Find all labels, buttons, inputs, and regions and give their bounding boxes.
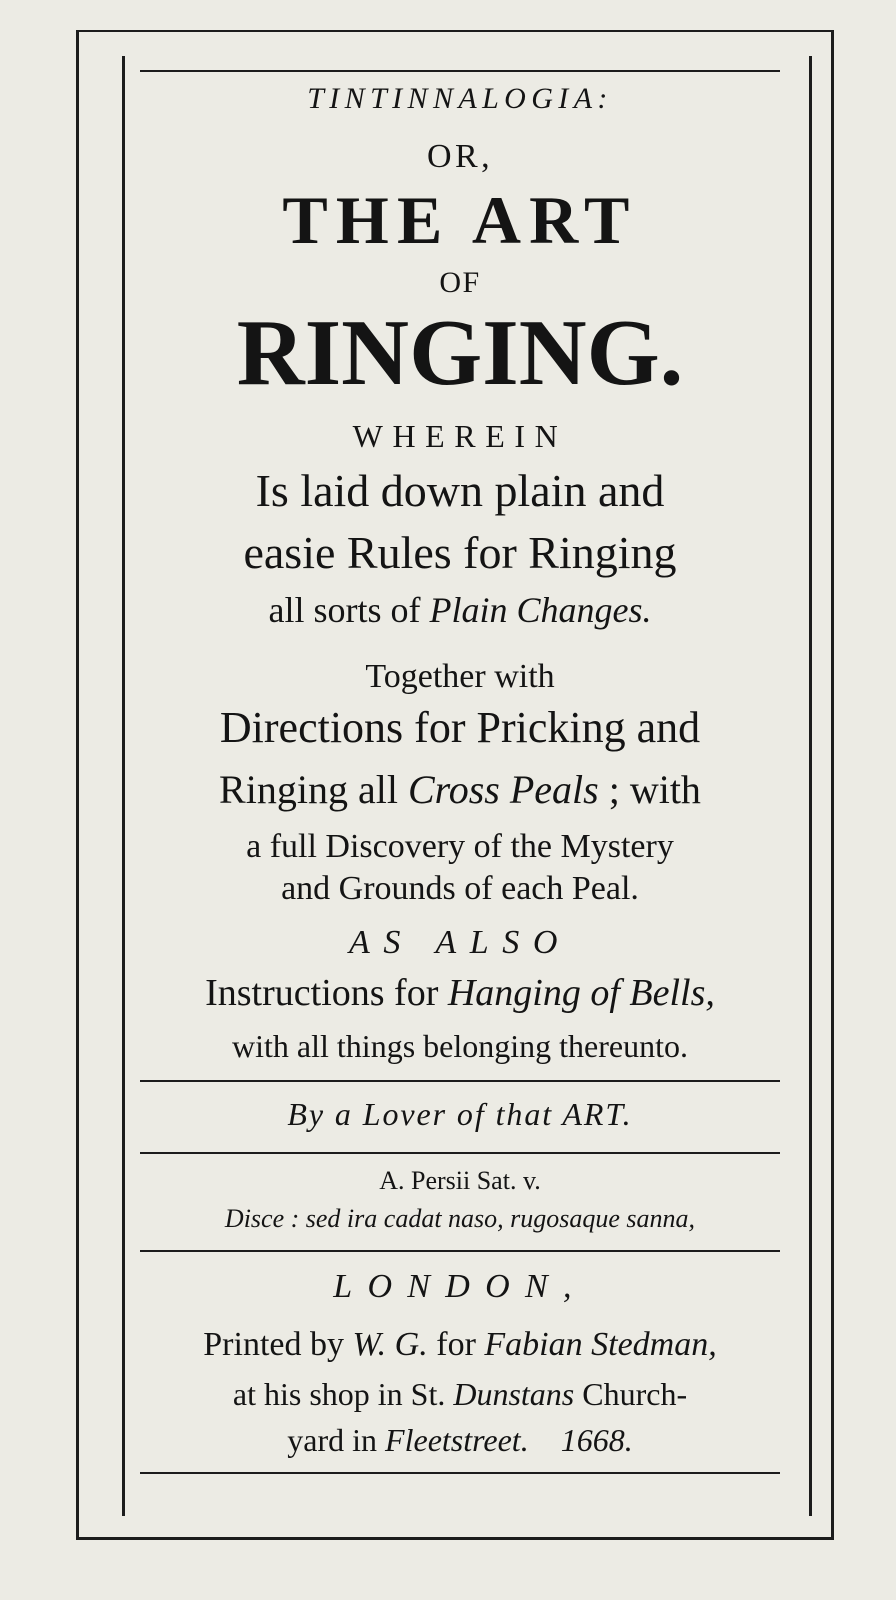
imprint-line-1-mid: for (436, 1326, 476, 1363)
imprint-line-2 (140, 1378, 780, 1410)
title-ringing: RINGING. (236, 301, 684, 405)
description-line-3-italic: Plain Changes. (429, 590, 652, 630)
description-together-with: Together with (365, 658, 555, 695)
top-rule (140, 70, 780, 72)
description-line-10-prefix: Instructions for (205, 972, 439, 1014)
imprint-line-3-italic: Fleetstreet. (385, 1422, 529, 1458)
description-line-6-italic: Cross Peals (407, 767, 599, 812)
description-line-5: Directions for Pricking and (219, 703, 701, 752)
imprint-year: 1668. (560, 1422, 633, 1458)
description-line-3 (140, 592, 780, 628)
motto-source: A. Persii Sat. v. (379, 1166, 541, 1195)
imprint-printer: W. G. (352, 1326, 428, 1363)
description-line-6-suffix: ; with (608, 767, 701, 812)
title-the-art: THE ART (282, 182, 638, 258)
bottom-rule (140, 1472, 780, 1474)
imprint-publisher: Fabian Stedman, (484, 1326, 717, 1363)
book-title-latin: TINTINNALOGIA: (307, 82, 613, 115)
imprint-place: LONDON, (333, 1268, 587, 1305)
description-line-6 (140, 767, 780, 812)
as-also: AS ALSO (348, 924, 572, 961)
imprint-line-3-prefix: yard in (287, 1422, 378, 1458)
description-line-2: easie Rules for Ringing (243, 527, 677, 578)
description-line-7: a full Discovery of the Mystery (246, 828, 674, 865)
description-line-1: Is laid down plain and (255, 465, 665, 516)
title-of: OF (439, 266, 481, 299)
imprint-line-1-prefix: Printed by (203, 1326, 344, 1363)
description-line-10 (140, 974, 780, 1012)
subtitle-wherein: WHEREIN (352, 418, 568, 454)
author-attribution: By a Lover of that ART. (287, 1096, 633, 1132)
rule-after-author (140, 1152, 780, 1154)
title-or: OR, (427, 138, 493, 175)
description-line-8: and Grounds of each Peal. (281, 870, 639, 907)
imprint-line-1 (140, 1328, 780, 1362)
imprint-line-2-italic: Dunstans (453, 1376, 575, 1412)
description-line-10-italic: Hanging of Bells, (447, 972, 715, 1014)
description-line-6-prefix: Ringing all (219, 767, 398, 812)
imprint-line-2-prefix: at his shop in St. (232, 1376, 446, 1412)
motto-text: Disce : sed ira cadat naso, rugosaque sanna, (224, 1204, 696, 1233)
imprint-line-3 (140, 1424, 780, 1456)
imprint-line-2-suffix: Church- (582, 1376, 688, 1412)
rule-after-motto (140, 1250, 780, 1252)
rule-after-description (140, 1080, 780, 1082)
description-line-3-prefix: all sorts of (268, 590, 421, 630)
description-line-11: with all things belonging thereunto. (232, 1028, 688, 1064)
